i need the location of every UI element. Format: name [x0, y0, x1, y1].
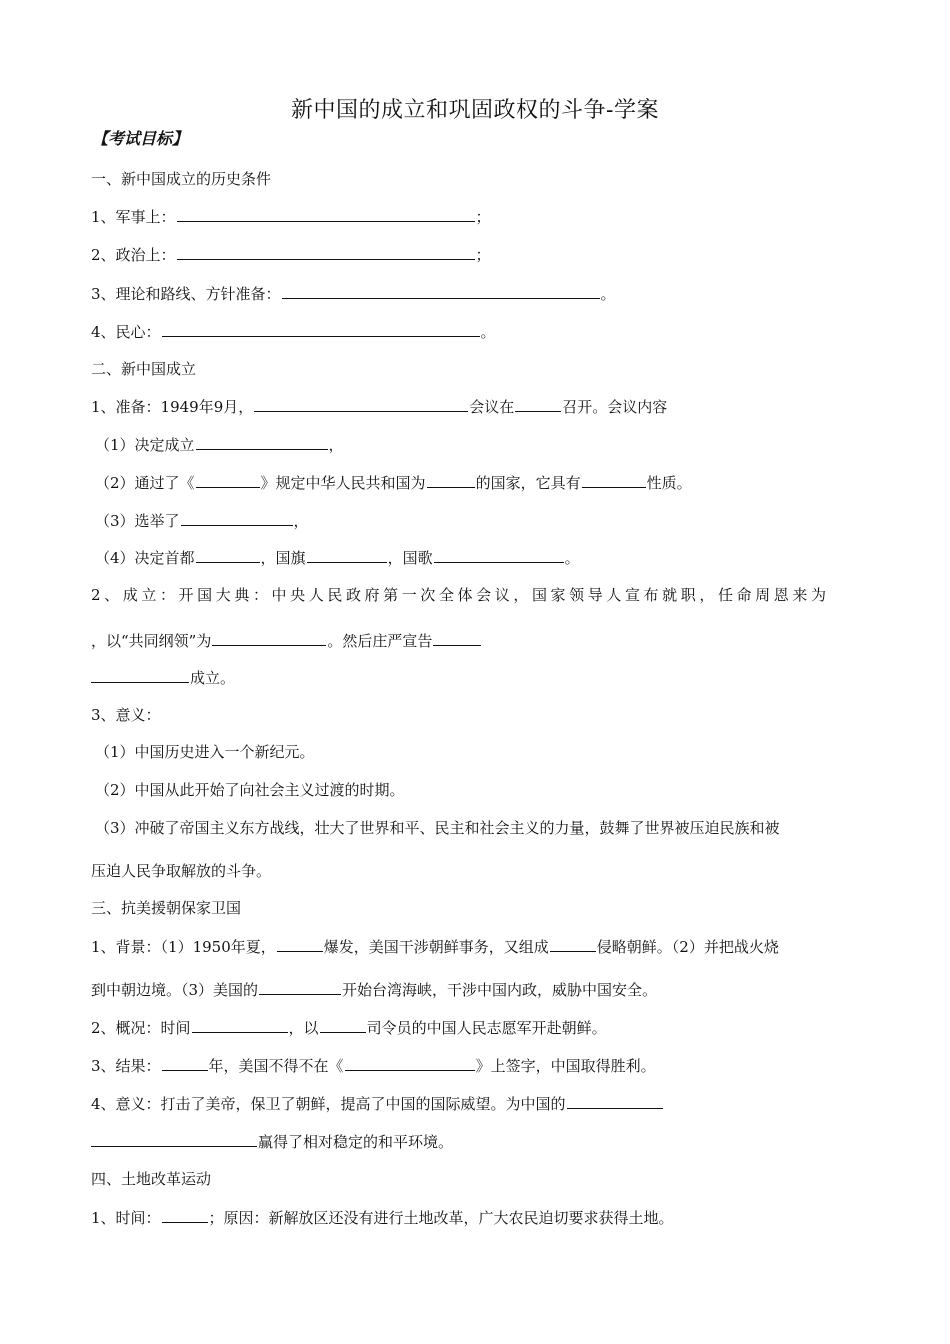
objective-heading: 【考试目标】: [92, 129, 189, 148]
popular-support-end: 。: [480, 323, 496, 341]
fleet-blank[interactable]: [259, 978, 341, 995]
theory-label: 3、理论和路线、方针准备：: [91, 285, 281, 303]
military-blank[interactable]: [177, 205, 475, 222]
background-text-2: 爆发，美国干涉朝鲜事务，又组成: [323, 938, 549, 956]
conference-name-blank[interactable]: [254, 395, 468, 412]
meaning-3-line-2: 压迫人民争取解放的斗争。: [91, 862, 272, 880]
theory-line: [91, 282, 616, 305]
popular-support-blank[interactable]: [162, 320, 480, 337]
popular-support-label: 4、民心：: [91, 323, 161, 341]
significance-blank-2[interactable]: [91, 1130, 257, 1147]
military-line: [91, 205, 491, 228]
land-reform-text-2: ；原因：新解放区还没有进行土地改革，广大农民迫切要求获得土地。: [208, 1209, 674, 1227]
meaning-2: （2）中国从此开始了向社会主义过渡的时期。: [95, 781, 405, 799]
preparation-text: 1、准备：1949年9月，: [91, 398, 254, 416]
time-blank[interactable]: [192, 1016, 288, 1033]
preparation-text-2: 会议在: [469, 398, 515, 416]
significance-end: 赢得了相对稳定的和平环境。: [258, 1133, 454, 1151]
result-line: [91, 1054, 656, 1077]
founding-end: 成立。: [190, 669, 236, 687]
decision-1-end: ，: [328, 436, 344, 454]
theory-blank[interactable]: [282, 282, 600, 299]
political-blank[interactable]: [177, 243, 475, 260]
founding-line-3: [91, 666, 235, 689]
land-reform-line: [91, 1206, 674, 1229]
elected-blank[interactable]: [181, 509, 293, 526]
background-text-3: 侵略朝鲜。（2）并把战火烧: [596, 938, 779, 956]
section-3-heading: 三、抗美援朝保家卫国: [91, 899, 242, 917]
background-line-2: [91, 978, 657, 1001]
state-type-blank[interactable]: [427, 471, 475, 488]
decision-1-text: （1）决定成立: [95, 436, 195, 454]
result-text-2: 年，美国不得不在《: [208, 1057, 344, 1075]
founding-text: ，以“共同纲领”为: [91, 632, 212, 650]
meaning-1: （1）中国历史进入一个新纪元。: [95, 743, 315, 761]
founding-line-1: 2、成立：开国大典：中央人民政府第一次全体会议，国家领导人宣布就职，任命周恩来为: [91, 586, 830, 604]
result-text: 3、结果：: [91, 1057, 161, 1075]
land-reform-text: 1、时间：: [91, 1209, 161, 1227]
significance-line-1: [91, 1092, 664, 1115]
significance-line-2: [91, 1130, 453, 1153]
agreement-blank[interactable]: [345, 1054, 475, 1071]
section-4-heading: 四、土地改革运动: [91, 1170, 212, 1188]
decision-4-end: 。: [564, 549, 580, 567]
war-blank[interactable]: [277, 935, 323, 952]
section-1-heading: 一、新中国成立的历史条件: [91, 170, 272, 188]
land-reform-time-blank[interactable]: [162, 1206, 208, 1223]
section-2-heading: 二、新中国成立: [91, 360, 197, 378]
theory-end: 。: [600, 285, 616, 303]
document-name-blank[interactable]: [196, 471, 260, 488]
overview-text: 2、概况：时间: [91, 1019, 191, 1037]
decision-1-blank[interactable]: [196, 433, 328, 450]
military-end: ；: [475, 208, 491, 226]
decision-3-line: [95, 509, 309, 532]
meaning-heading: 3、意义：: [91, 706, 161, 724]
decision-2-text-2: 》规定中华人民共和国为: [260, 474, 426, 492]
popular-support-line: [91, 320, 496, 343]
background-text: 1、背景：（1）1950年夏，: [91, 938, 276, 956]
decision-3-text: （3）选举了: [95, 512, 180, 530]
overview-text-3: 司令员的中国人民志愿军开赴朝鲜。: [366, 1019, 607, 1037]
background-text-5: 开始台湾海峡，干涉中国内政，威胁中国安全。: [342, 981, 658, 999]
meaning-3-line-1: （3）冲破了帝国主义东方战线，壮大了世界和平、民主和社会主义的力量，鼓舞了世界被压迫民族和被: [95, 819, 780, 837]
decision-1-line: [95, 433, 344, 456]
political-line: [91, 243, 491, 266]
result-text-3: 》上签字，中国取得胜利。: [475, 1057, 656, 1075]
proclaim-blank[interactable]: [433, 629, 481, 646]
decision-2-end: 性质。: [646, 474, 692, 492]
military-label: 1、军事上：: [91, 208, 176, 226]
founding-text-2: 。然后庄严宣告: [327, 632, 433, 650]
conference-place-blank[interactable]: [515, 395, 561, 412]
decision-2-text: （2）通过了《: [95, 474, 195, 492]
political-label: 2、政治上：: [91, 246, 176, 264]
proclaim-blank-2[interactable]: [91, 666, 189, 683]
decision-2-text-3: 的国家，它具有: [475, 474, 581, 492]
page-title: 新中国的成立和巩固政权的斗争-学案: [291, 98, 659, 123]
nature-blank[interactable]: [582, 471, 646, 488]
decision-4-line: [95, 546, 580, 569]
anthem-blank[interactable]: [434, 546, 564, 563]
decision-4-text-2: ，国旗: [260, 549, 306, 567]
background-line-1: [91, 935, 779, 958]
significance-blank[interactable]: [567, 1092, 663, 1109]
army-blank[interactable]: [550, 935, 596, 952]
overview-text-2: ，以: [288, 1019, 319, 1037]
flag-blank[interactable]: [307, 546, 387, 563]
preparation-text-3: 召开。会议内容: [562, 398, 668, 416]
decision-4-text: （4）决定首都: [95, 549, 195, 567]
decision-4-text-3: ，国歌: [387, 549, 433, 567]
political-end: ；: [475, 246, 491, 264]
year-blank[interactable]: [162, 1054, 208, 1071]
guideline-blank[interactable]: [212, 629, 326, 646]
decision-3-end: ，: [293, 512, 309, 530]
commander-blank[interactable]: [320, 1016, 366, 1033]
background-text-4: 到中朝边境。（3）美国的: [91, 981, 259, 999]
preparation-line: [91, 395, 667, 418]
significance-text: 4、意义：打击了美帝，保卫了朝鲜，提高了中国的国际威望。为中国的: [91, 1095, 566, 1113]
founding-line-2: [91, 629, 482, 652]
overview-line: [91, 1016, 607, 1039]
decision-2-line: [95, 471, 692, 494]
capital-blank[interactable]: [196, 546, 260, 563]
